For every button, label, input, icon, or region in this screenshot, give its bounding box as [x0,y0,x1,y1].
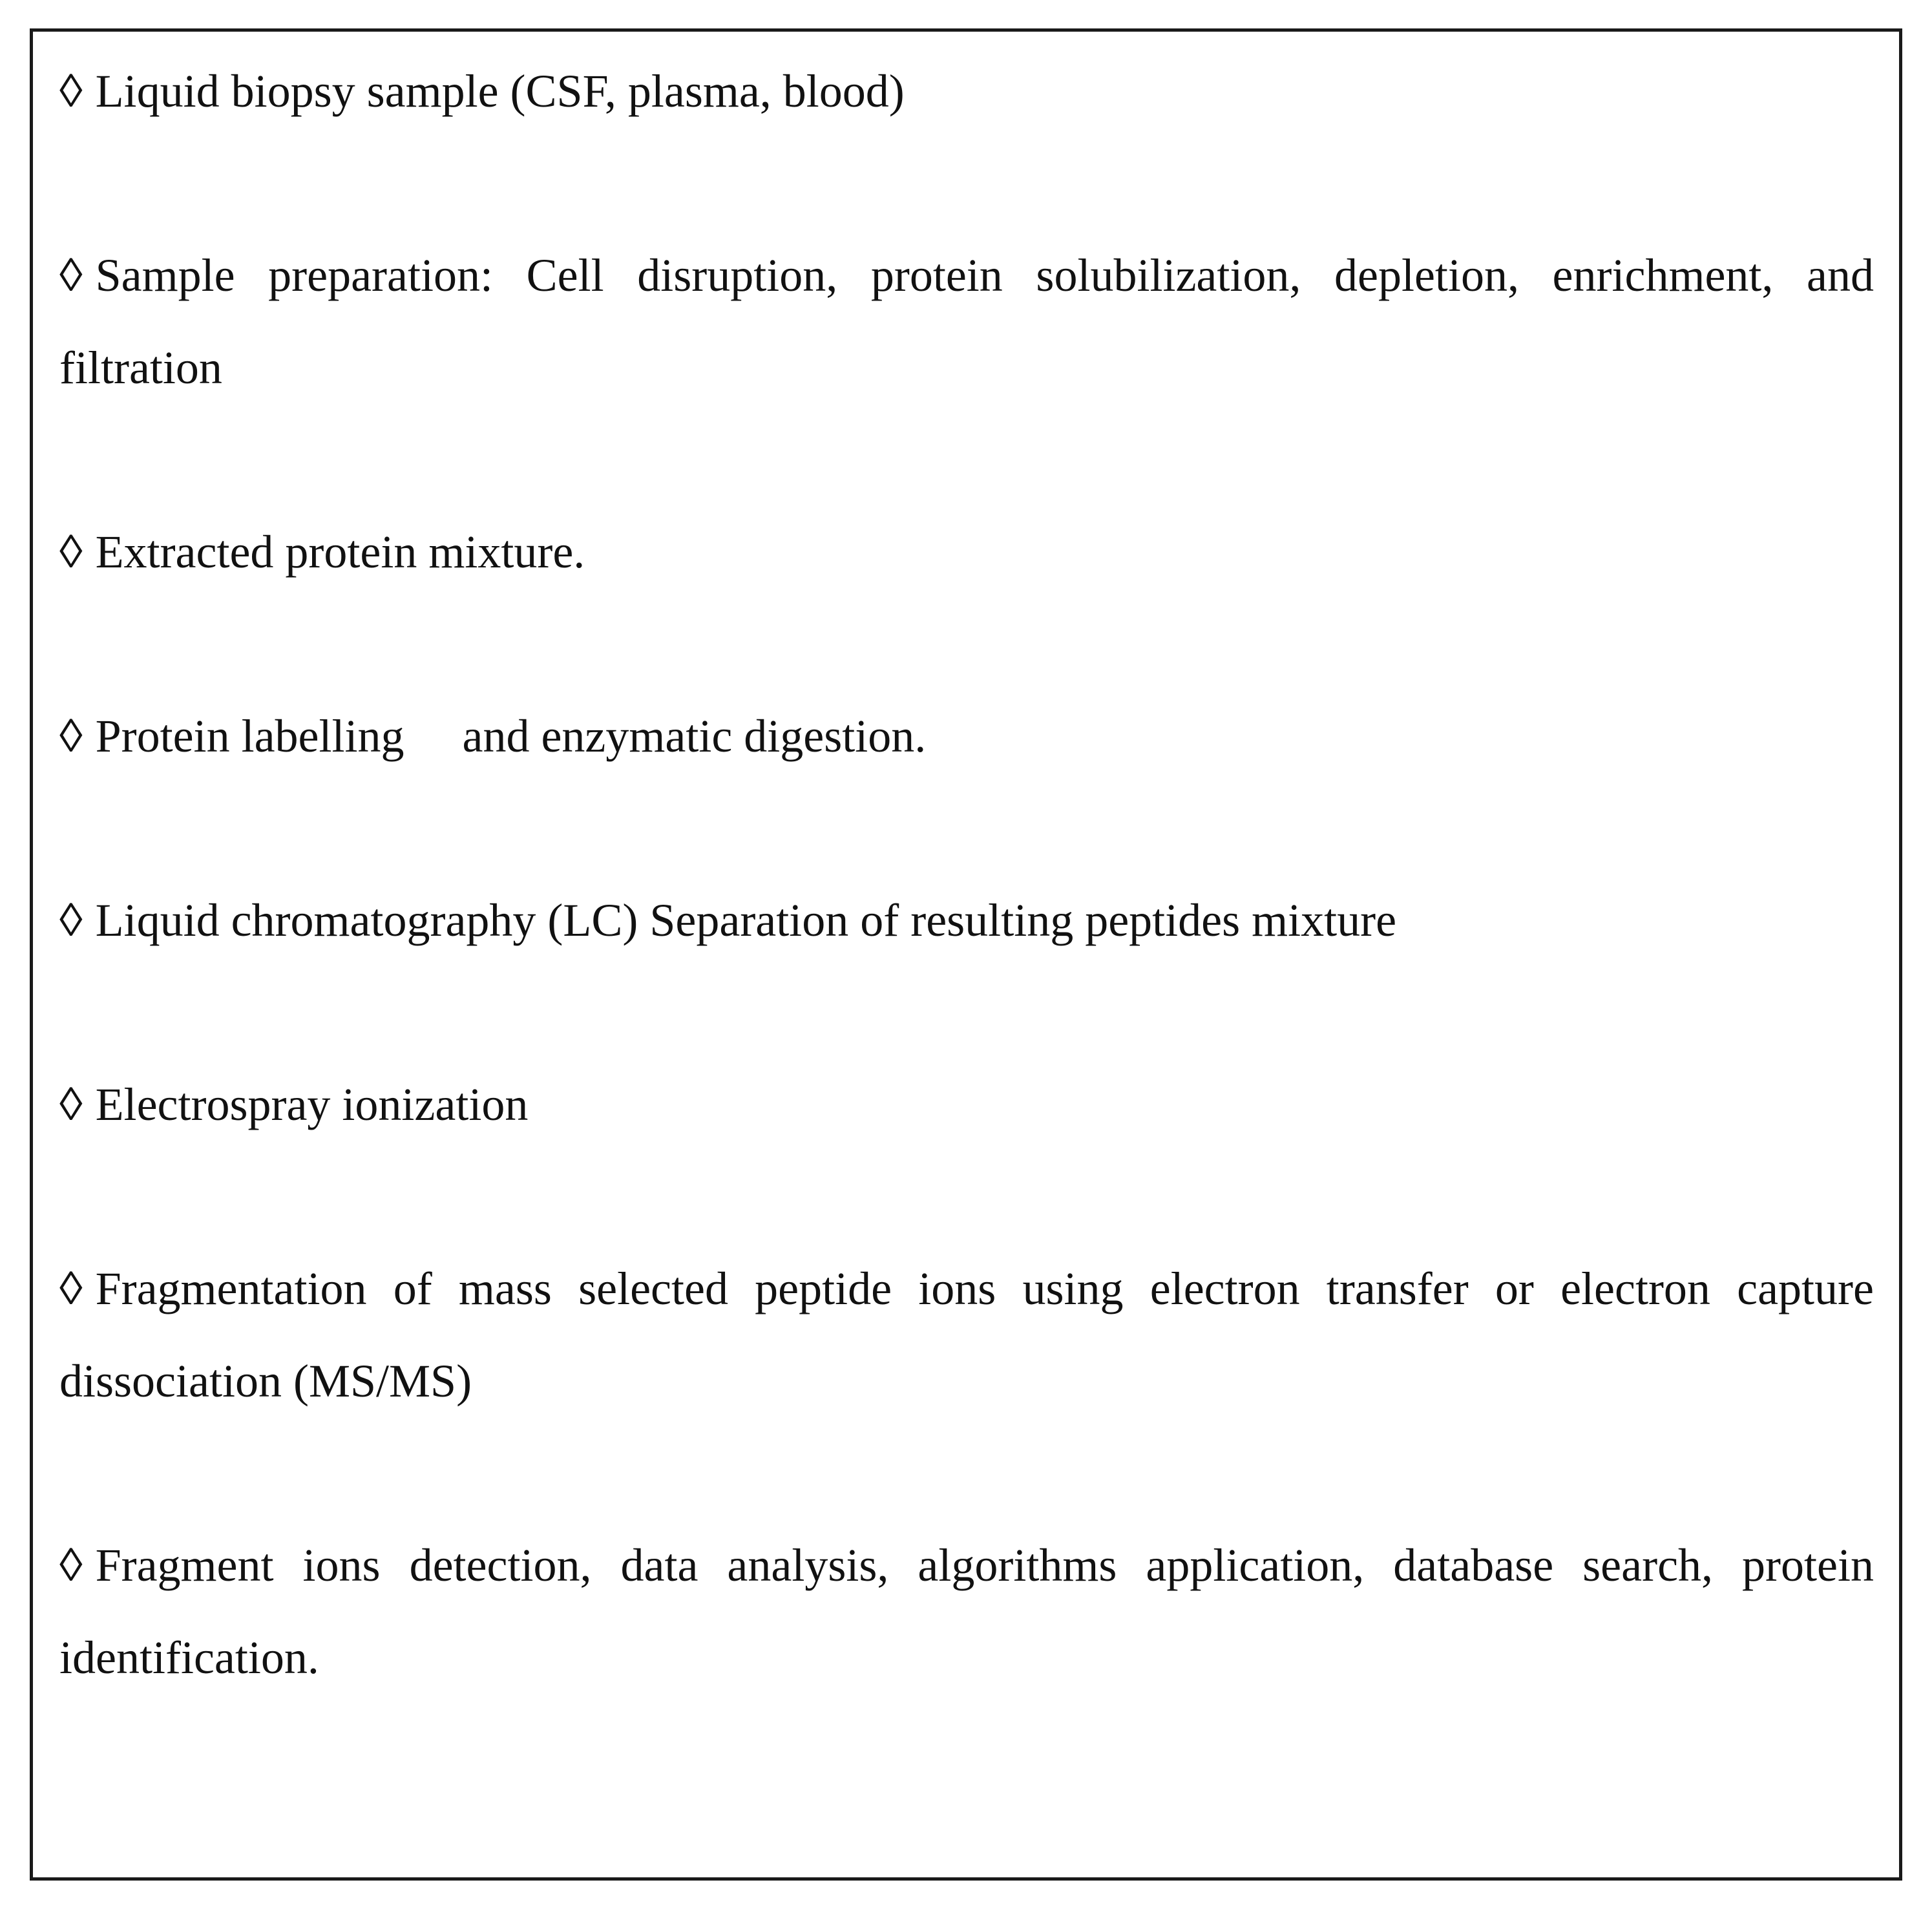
step-text: Liquid chromatography (LC) Separation of resulting peptides mixture [95,894,1397,946]
step-sample-preparation [59,229,1874,414]
diamond-bullet-icon: ◊ [59,526,83,578]
step-electrospray-ionization [59,1059,1874,1151]
step-text: Sample preparation: Cell disruption, protein solubilization, depletion, enrichment, and filtration [59,249,1874,394]
step-fragmentation [59,1243,1874,1428]
diamond-bullet-icon: ◊ [59,710,83,762]
step-liquid-chromatography [59,874,1874,967]
step-protein-labelling [59,690,1874,783]
step-text: Fragment ions detection, data analysis, algorithms application, database search, protein identification. [59,1539,1874,1683]
step-liquid-biopsy-sample [59,45,1874,138]
step-text: Liquid biopsy sample (CSF, plasma, blood) [95,65,905,117]
step-extracted-protein-mixture [59,506,1874,598]
step-text: Extracted protein mixture. [95,526,585,578]
step-fragment-ions-detection [59,1519,1874,1704]
step-text: Electrospray ionization [95,1079,529,1130]
diamond-bullet-icon: ◊ [59,65,83,117]
step-text-continued: and enzymatic digestion. [462,710,927,762]
diamond-bullet-icon: ◊ [59,1263,83,1314]
diamond-bullet-icon: ◊ [59,249,83,301]
workflow-steps-list [59,45,1874,1704]
diamond-bullet-icon: ◊ [59,894,83,946]
step-text: Fragmentation of mass selected peptide ions using electron transfer or electron capture dissociation (MS/MS) [59,1263,1874,1407]
step-text: Protein labelling [95,710,404,762]
diamond-bullet-icon: ◊ [59,1079,83,1130]
diamond-bullet-icon: ◊ [59,1539,83,1591]
